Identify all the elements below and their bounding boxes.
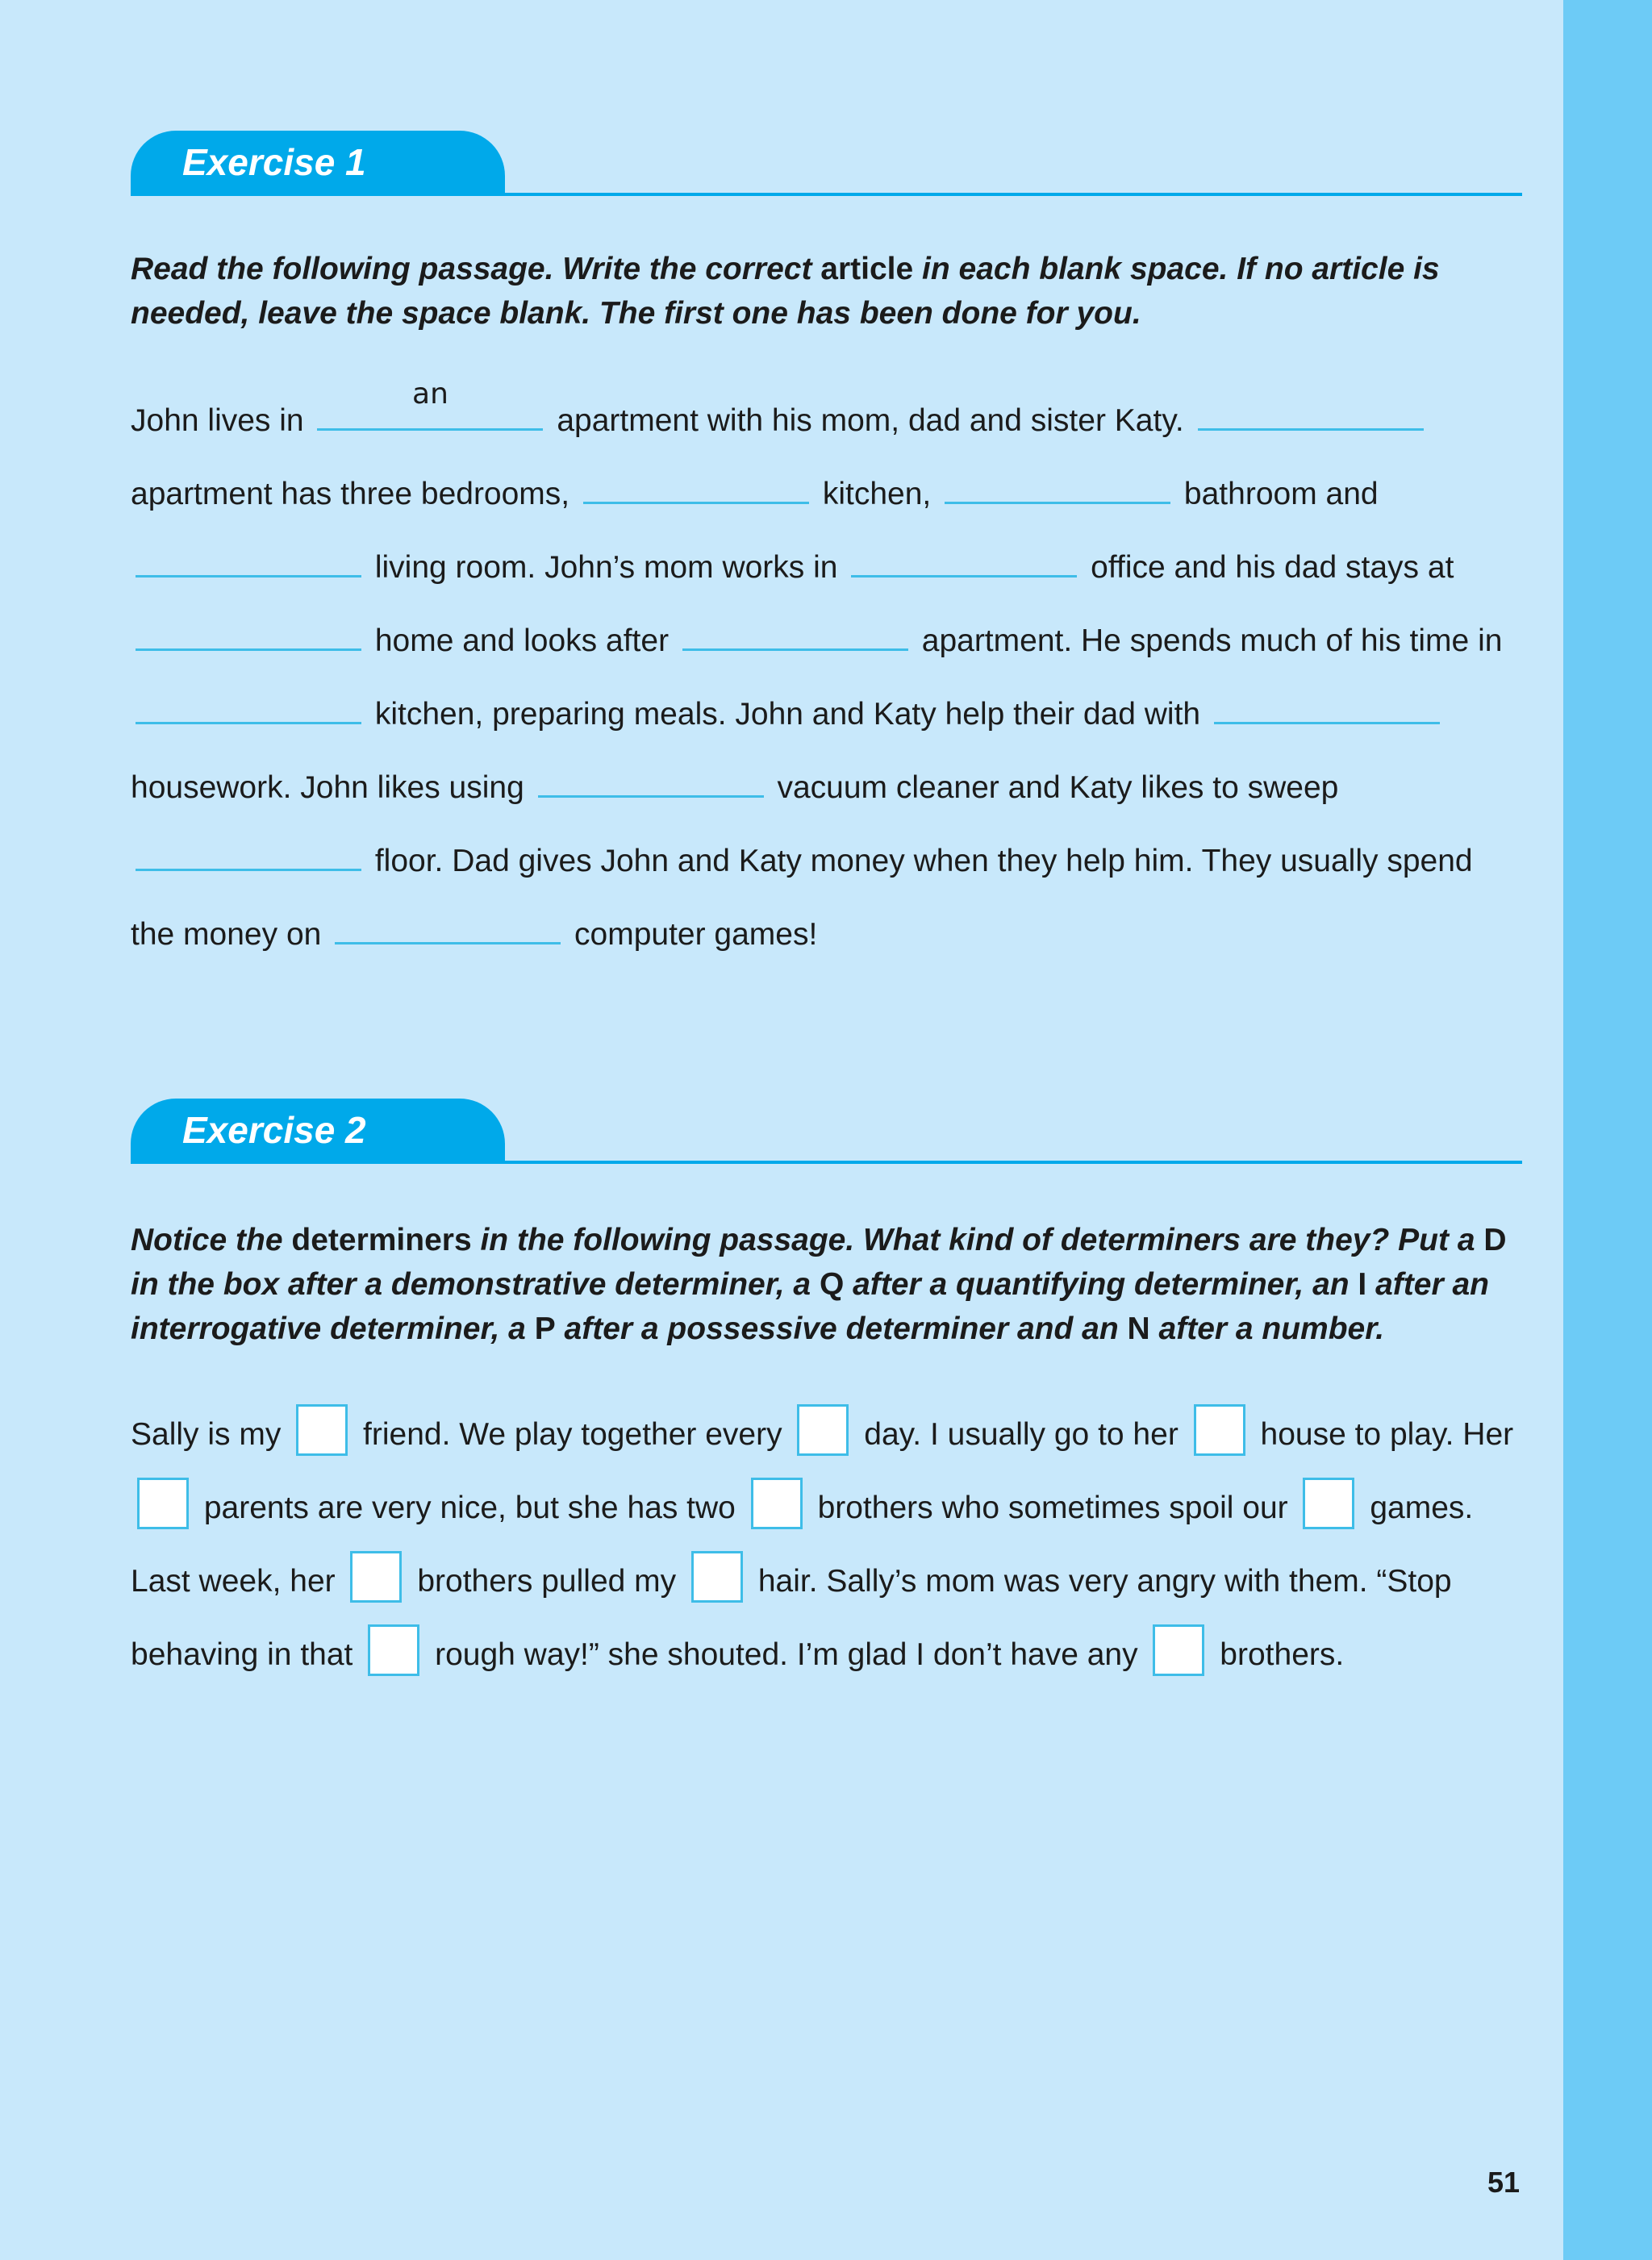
answer-blank-8[interactable] (682, 624, 908, 651)
passage-text: housework. John likes using (131, 770, 524, 805)
instruction-text: in the following passage. What kind of determiners are they? Put a (471, 1223, 1484, 1257)
instruction-letter: Q (819, 1267, 845, 1302)
passage-text: computer games! (574, 917, 818, 952)
side-color-band (1563, 0, 1652, 2260)
passage-text: brothers. (1220, 1637, 1345, 1672)
answer-box-4[interactable] (137, 1478, 189, 1529)
instruction-letter: N (1127, 1311, 1150, 1346)
exercise-2 (131, 1099, 1522, 1691)
answer-blank-10[interactable] (1214, 698, 1440, 724)
instruction-text: Notice the (131, 1223, 292, 1257)
passage-text: apartment has three bedrooms, (131, 477, 570, 511)
passage-text: bathroom and (1183, 477, 1379, 511)
answer-box-6[interactable] (1303, 1478, 1354, 1529)
exercise-2-rule (131, 1161, 1522, 1164)
passage-text: brothers who sometimes spoil our (817, 1491, 1288, 1525)
exercise-1 (131, 131, 1522, 971)
answer-box-2[interactable] (797, 1404, 849, 1456)
answer-box-10[interactable] (1153, 1624, 1204, 1676)
passage-text: parents are very nice, but she has two (203, 1491, 736, 1525)
answer-blank-9[interactable] (136, 698, 361, 724)
passage-text: day. I usually go to her (864, 1417, 1179, 1452)
page-number: 51 (1487, 2166, 1520, 2199)
answer-box-8[interactable] (691, 1551, 743, 1603)
passage-text: rough way!” she shouted. I’m glad I don’t have any (435, 1637, 1138, 1672)
instruction-text: in each blank space. If no article is needed, leave the space blank. The first one has been done for you. (131, 252, 1440, 331)
instruction-text: in the box after a demonstrative determiner, a (131, 1267, 820, 1302)
passage-text: friend. We play together every (363, 1417, 782, 1452)
instruction-text: after a quantifying determiner, an (844, 1267, 1358, 1302)
answer-blank-12[interactable] (136, 844, 361, 871)
passage-text: hair. Sally’s mom was very angry with them. “Stop behaving in that (131, 1564, 1452, 1672)
passage-text: vacuum cleaner and Katy likes to sweep (777, 770, 1339, 805)
exercise-2-instructions (131, 1218, 1522, 1351)
answer-blank-2[interactable] (1198, 404, 1424, 431)
instruction-letter: D (1483, 1223, 1507, 1257)
passage-text: living room. John’s mom works in (374, 550, 838, 585)
example-answer: an (412, 377, 448, 411)
answer-box-5[interactable] (751, 1478, 803, 1529)
answer-blank-7[interactable] (136, 624, 361, 651)
answer-blank-1[interactable] (317, 377, 543, 431)
instruction-keyword: article (820, 252, 914, 286)
instruction-letter: P (534, 1311, 556, 1346)
answer-blank-3[interactable] (583, 477, 809, 504)
passage-text: house to play. Her (1260, 1417, 1514, 1452)
passage-text: games. Last week, her (131, 1491, 1474, 1599)
passage-text: floor. Dad gives John and Katy money when they help him. They usually spend the money on (131, 844, 1473, 952)
exercise-1-rule (131, 193, 1522, 196)
passage-text: brothers pulled my (417, 1564, 677, 1599)
exercise-2-passage (131, 1398, 1522, 1691)
instruction-letter: I (1358, 1267, 1367, 1302)
answer-box-1[interactable] (296, 1404, 348, 1456)
answer-blank-11[interactable] (538, 771, 764, 798)
passage-text: kitchen, (822, 477, 932, 511)
passage-text: kitchen, preparing meals. John and Katy help their dad with (374, 697, 1201, 732)
passage-text: office and his dad stays at (1091, 550, 1454, 585)
answer-blank-13[interactable] (335, 918, 561, 944)
instruction-text: after an interrogative determiner, a (131, 1267, 1489, 1346)
passage-text: John lives in (131, 403, 304, 438)
passage-text: apartment with his mom, dad and sister Katy. (557, 403, 1184, 438)
instruction-text: Read the following passage. Write the correct (131, 252, 821, 286)
exercise-2-title: Exercise 2 (182, 1109, 366, 1151)
exercise-1-header (131, 131, 1522, 197)
answer-box-7[interactable] (350, 1551, 402, 1603)
answer-blank-6[interactable] (851, 551, 1077, 578)
answer-blank-4[interactable] (945, 477, 1170, 504)
exercise-2-header (131, 1099, 1522, 1165)
passage-text: home and looks after (374, 623, 670, 658)
instruction-text: after a number. (1149, 1311, 1385, 1346)
passage-text: apartment. He spends much of his time in (921, 623, 1503, 658)
answer-box-9[interactable] (368, 1624, 419, 1676)
instruction-text: after a possessive determiner and an (555, 1311, 1128, 1346)
exercise-1-title: Exercise 1 (182, 141, 366, 183)
exercise-1-instructions (131, 247, 1522, 336)
answer-blank-5[interactable] (136, 551, 361, 578)
exercise-1-passage (131, 377, 1522, 971)
instruction-keyword: determiners (291, 1223, 472, 1257)
passage-text: Sally is my (131, 1417, 282, 1452)
answer-box-3[interactable] (1194, 1404, 1245, 1456)
